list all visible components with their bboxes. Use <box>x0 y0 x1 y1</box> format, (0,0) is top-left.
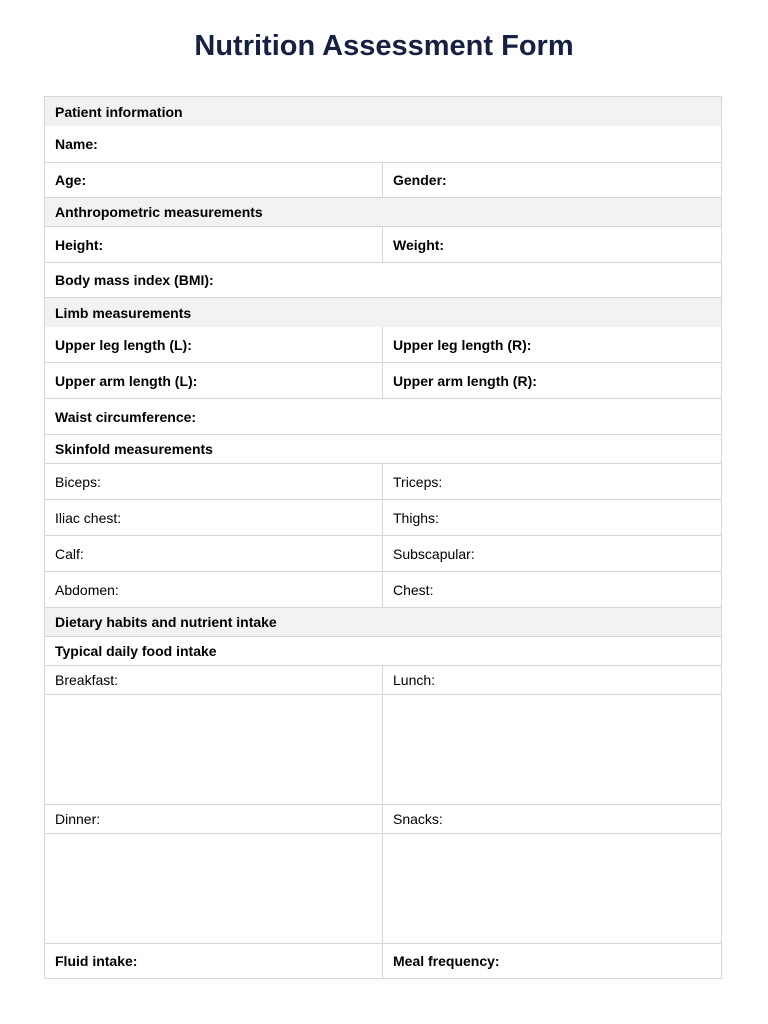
snacks-entry-area[interactable] <box>383 834 721 943</box>
section-header-limb-measurements <box>45 298 721 327</box>
bmi-field[interactable]: Body mass index (BMI): <box>55 272 214 288</box>
page-title: Nutrition Assessment Form <box>194 30 574 62</box>
breakfast-label: Breakfast: <box>45 666 383 694</box>
form-row-bmi <box>45 263 721 298</box>
section-header-anthropometric <box>45 198 721 227</box>
form-row-dinner-snacks-entry <box>45 834 721 944</box>
lunch-entry-area[interactable] <box>383 695 721 804</box>
subsection-title: Typical daily food intake <box>55 643 217 659</box>
upper-arm-left-field[interactable]: Upper arm length (L): <box>45 363 383 398</box>
waist-circumference-field[interactable]: Waist circumference: <box>55 408 197 425</box>
form-row-calf-subscapular <box>45 536 721 572</box>
form-row-fluid-meal <box>45 944 721 978</box>
dinner-label: Dinner: <box>45 805 383 833</box>
age-field[interactable]: Age: <box>45 163 383 197</box>
weight-field[interactable]: Weight: <box>393 236 445 253</box>
section-title: Anthropometric measurements <box>55 204 263 220</box>
name-field[interactable]: Name: <box>55 136 98 152</box>
lunch-label: Lunch: <box>393 672 436 688</box>
gender-field[interactable]: Gender: <box>393 172 447 188</box>
form-row-upper-leg <box>45 327 721 363</box>
section-title: Skinfold measurements <box>55 441 213 457</box>
form-row-abdomen-chest <box>45 572 721 608</box>
dinner-entry-area[interactable] <box>45 834 383 943</box>
section-header-skinfold-measurements <box>45 435 721 464</box>
form-row-height-weight <box>45 227 721 263</box>
section-title: Patient information <box>55 103 183 120</box>
form-row-typical-daily-intake <box>45 637 721 666</box>
abdomen-field[interactable]: Abdomen: <box>45 572 383 607</box>
section-header-patient-information <box>45 97 721 126</box>
upper-arm-right-field[interactable]: Upper arm length (R): <box>393 372 537 389</box>
upper-leg-right-field[interactable]: Upper leg length (R): <box>393 336 532 353</box>
section-title: Limb measurements <box>55 304 192 321</box>
section-title: Dietary habits and nutrient intake <box>55 614 277 630</box>
height-field[interactable]: Height: <box>45 227 383 262</box>
calf-field[interactable]: Calf: <box>45 536 383 571</box>
form-row-dinner-snacks-labels <box>45 805 721 834</box>
form-row-iliac-thighs <box>45 500 721 536</box>
fluid-intake-field[interactable]: Fluid intake: <box>45 944 383 978</box>
snacks-label: Snacks: <box>393 811 443 827</box>
iliac-chest-field[interactable]: Iliac chest: <box>45 500 383 535</box>
form-row-breakfast-lunch-entry <box>45 695 721 805</box>
upper-leg-left-field[interactable]: Upper leg length (L): <box>45 327 383 362</box>
subscapular-field[interactable]: Subscapular: <box>393 545 475 562</box>
biceps-field[interactable]: Biceps: <box>45 464 383 499</box>
form-row-age-gender <box>45 163 721 198</box>
triceps-field[interactable]: Triceps: <box>393 473 443 490</box>
form-row-waist <box>45 399 721 435</box>
breakfast-entry-area[interactable] <box>45 695 383 804</box>
form-row-biceps-triceps <box>45 464 721 500</box>
form-row-name <box>45 126 721 163</box>
section-header-dietary-habits <box>45 608 721 637</box>
meal-frequency-field[interactable]: Meal frequency: <box>393 953 500 969</box>
thighs-field[interactable]: Thighs: <box>393 509 439 526</box>
chest-field[interactable]: Chest: <box>393 581 434 598</box>
form-row-breakfast-lunch-labels <box>45 666 721 695</box>
nutrition-assessment-form <box>44 96 722 979</box>
form-row-upper-arm <box>45 363 721 399</box>
